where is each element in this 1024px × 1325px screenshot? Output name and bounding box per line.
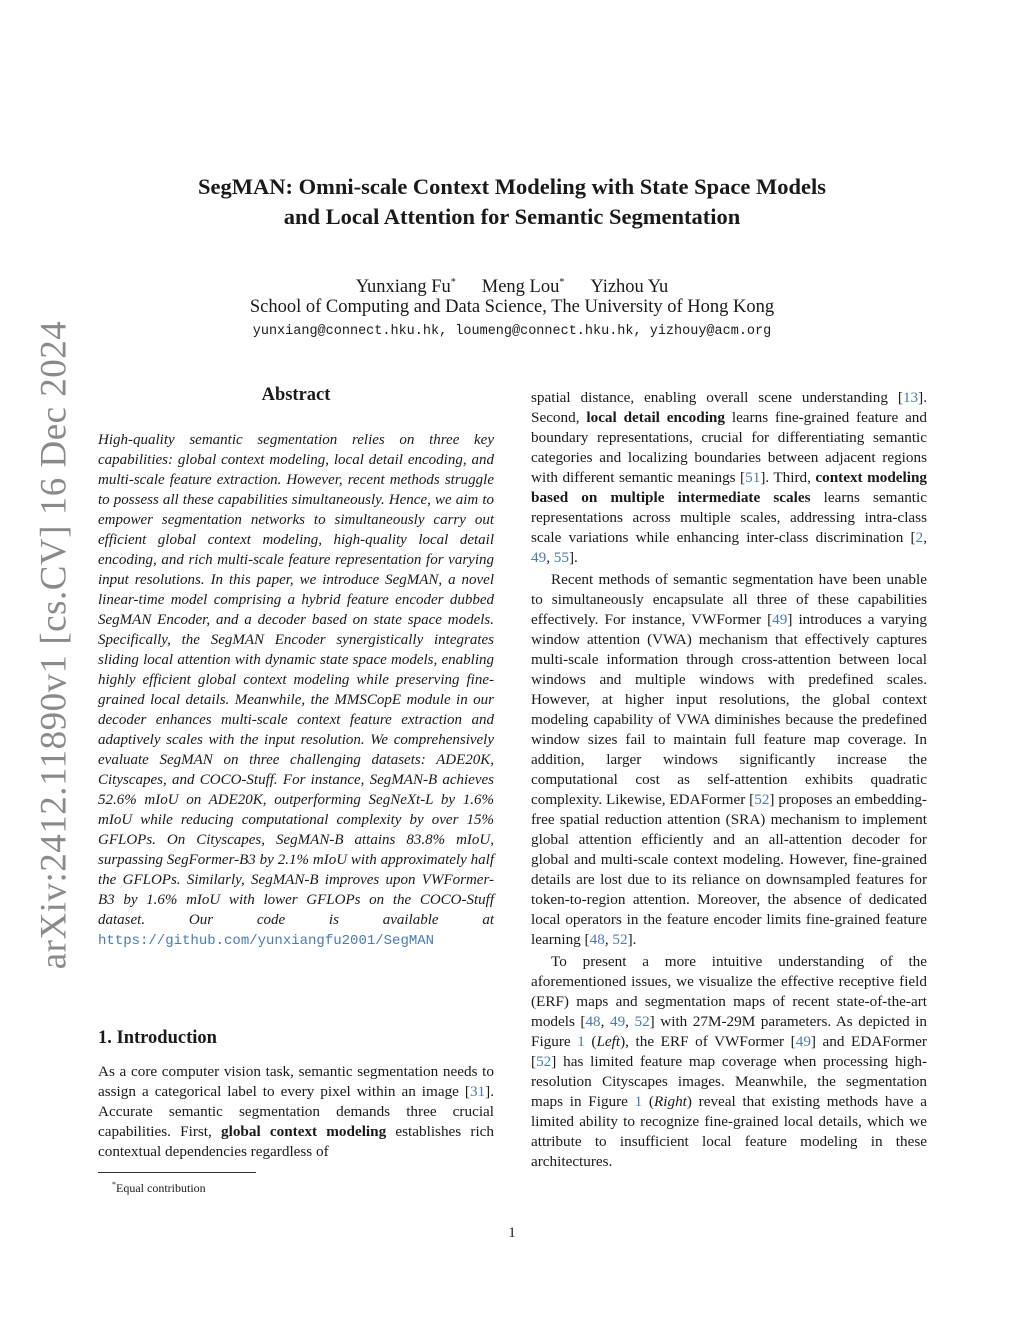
text-run: Recent methods of semantic segmentation have been unable to simultaneously encapsulate all three of these capabilities effectively. For instance, VWFormer [: [531, 571, 927, 628]
paper-title: [100, 172, 924, 232]
separator: ,: [546, 549, 554, 566]
intro-paragraph-2: [531, 570, 927, 950]
text-run: learns semantic representations across multiple scales, addressing intra-class scale variations while enhancing inter-class discrimination [: [531, 489, 927, 546]
text-run: (: [642, 1093, 654, 1110]
equal-contrib-mark: *: [559, 277, 565, 288]
text-run: (: [584, 1033, 597, 1050]
text-run: As a core computer vision task, semantic segmentation needs to assign a categorical label to every pixel within an image [: [98, 1063, 494, 1100]
text-run: ].: [627, 931, 637, 948]
footnote-mark: *: [112, 1180, 116, 1189]
intro-paragraph-3: [531, 952, 927, 1172]
separator: ,: [604, 931, 613, 948]
text-run: ] and EDAFormer [: [531, 1033, 927, 1070]
code-link[interactable]: https://github.com/yunxiangfu2001/SegMAN: [98, 933, 435, 949]
text-run: ]. Second,: [531, 389, 927, 426]
text-run: ] has limited feature map coverage when processing high-resolution Cityscapes images. Meanwhile, the segmentation maps in Figure: [531, 1053, 927, 1110]
text-run: ]. Accurate semantic segmentation demands three crucial capabilities. First,: [98, 1083, 494, 1140]
page-number: 1: [508, 1225, 516, 1241]
text-run: spatial distance, enabling overall scene understanding [: [531, 389, 903, 406]
citation-link[interactable]: 49: [795, 1033, 811, 1050]
citation-link[interactable]: 49: [772, 611, 788, 628]
footnote: [112, 1177, 206, 1196]
citation-link[interactable]: 52: [536, 1053, 552, 1070]
bold-term: local detail encoding: [586, 409, 725, 426]
intro-paragraph-1: [98, 1062, 494, 1162]
title-line-2: and Local Attention for Semantic Segmentation: [283, 204, 741, 229]
author-1: Yunxiang Fu: [355, 277, 451, 298]
equal-contrib-mark: *: [450, 277, 456, 288]
bold-term: global context modeling: [221, 1123, 387, 1140]
text-run: ].: [568, 549, 578, 566]
abstract-text: High-quality semantic segmentation relies on three key capabilities: global context modeling, local detail encoding, and multi-scale feature extraction. However, recent methods struggle to possess all these capabilities simultaneously. Hence, we aim to empower segmentation networks to simultaneously carry out efficient global context modeling, high-quality local detail encoding, and rich multi-scale feature representation for varying input resolutions. In this paper, we introduce SegMAN, a novel linear-time model comprising a hybrid feature encoder dubbed SegMAN Encoder, and a decoder based on state space models. Specifically, the SegMAN Encoder synergistically integrates sliding local attention with dynamic state space models, enabling highly efficient global context modeling while preserving fine-grained local details. Meanwhile, the MMSCopE module in our decoder enhances multi-scale context feature extraction and adaptively scales with the input resolution. We comprehensively evaluate SegMAN on three challenging datasets: ADE20K, Cityscapes, and COCO-Stuff. For instance, SegMAN-B achieves 52.6% mIoU on ADE20K, outperforming SegNeXt-L by 1.6% mIoU while reducing computational complexity by over 15% GFLOPs. On Cityscapes, SegMAN-B attains 83.8% mIoU, surpassing SegFormer-B3 by 2.1% mIoU with approximately half the GFLOPs. Similarly, SegMAN-B improves upon VWFormer-B3 by 1.6% mIoU with lower GFLOPs on the COCO-Stuff dataset. Our code is available at: [98, 432, 494, 928]
separator: ,: [923, 529, 927, 546]
text-run: ]. Third,: [760, 469, 816, 486]
citation-link[interactable]: 13: [902, 389, 919, 406]
citation-link[interactable]: 49: [609, 1013, 626, 1030]
separator: ,: [625, 1013, 635, 1030]
figure-link[interactable]: 1: [577, 1033, 585, 1050]
text-run: establishes rich contextual dependencies regardless of: [98, 1123, 495, 1160]
text-run: To present a more intuitive understanding of the aforementioned issues, we visualize the effective receptive field (ERF) maps and segmentation maps of recent state-of-the-art models [: [531, 953, 927, 1030]
citation-link[interactable]: 48: [585, 1013, 601, 1030]
text-run: ] with 27M-29M parameters. As depicted in Figure: [531, 1013, 928, 1050]
author-emails: yunxiang@connect.hku.hk, loumeng@connect.hku.hk, yizhouy@acm.org: [252, 324, 772, 339]
author-3: Yizhou Yu: [590, 277, 669, 298]
affiliation: School of Computing and Data Science, The University of Hong Kong: [249, 297, 775, 317]
text-run: ) reveal that existing methods have a limited ability to recognize fine-grained local details, which we attribute to insufficient local feature modeling in these architectures.: [531, 1093, 927, 1170]
arxiv-watermark: [24, 320, 84, 970]
arxiv-id: arXiv:2412.11890v1 [cs.CV] 16 Dec 2024: [33, 320, 75, 970]
author-2: Meng Lou: [481, 277, 560, 298]
right-column: [531, 388, 927, 1172]
text-run: ] proposes an embedding-free spatial reduction attention (SRA) mechanism to implement global attention efficiently and an all-attention decoder for global and multi-scale context modeling. However, fine-grained details are lost due to its reliance on downsampled features for token-to-region attention. Moreover, the absence of dedicated local operators in the feature encoder limits fine-grained feature learning [: [531, 791, 927, 948]
title-line-1: SegMAN: Omni-scale Context Modeling with State Space Models: [197, 174, 827, 199]
footnote-text: Equal contribution: [116, 1181, 206, 1195]
citation-link[interactable]: 2: [915, 529, 924, 546]
section-heading-introduction: 1. Introduction: [98, 1028, 217, 1048]
citation-link[interactable]: 31: [469, 1083, 486, 1100]
text-run: learns fine-grained feature and boundary representations, crucial for differentiating semantic categories and localizing boundaries between adjacent regions with different semantic meanings [: [531, 409, 927, 486]
citation-link[interactable]: 48: [589, 931, 605, 948]
text-run: ), the ERF of VWFormer [: [620, 1033, 796, 1050]
footnote-divider: [98, 1172, 256, 1173]
citation-link[interactable]: 49: [531, 549, 547, 566]
abstract-body: [98, 430, 494, 951]
citation-link[interactable]: 51: [745, 469, 761, 486]
citation-link[interactable]: 55: [553, 549, 569, 566]
figure-link[interactable]: 1: [634, 1093, 643, 1110]
citation-link[interactable]: 52: [612, 931, 628, 948]
citation-link[interactable]: 52: [754, 791, 770, 808]
intro-paragraph-1-cont: [531, 388, 927, 568]
bold-term: context modeling based on multiple intermediate scales: [531, 469, 927, 506]
italic-term: Right: [653, 1093, 687, 1110]
separator: ,: [600, 1013, 610, 1030]
citation-link[interactable]: 52: [634, 1013, 650, 1030]
text-run: ] introduces a varying window attention (VWA) mechanism that effectively captures multi-scale information through cross-attention between local windows and multiple windows with predefined scales. However, at higher input resolutions, the global context modeling capability of VWA diminishes because the predefined window sizes fail to maintain full feature map coverage. In addition, larger windows significantly increase the computational cost as self-attention exhibits quadratic complexity. Likewise, EDAFormer [: [531, 611, 927, 808]
italic-term: Left: [596, 1033, 621, 1050]
abstract-heading: Abstract: [261, 385, 331, 405]
